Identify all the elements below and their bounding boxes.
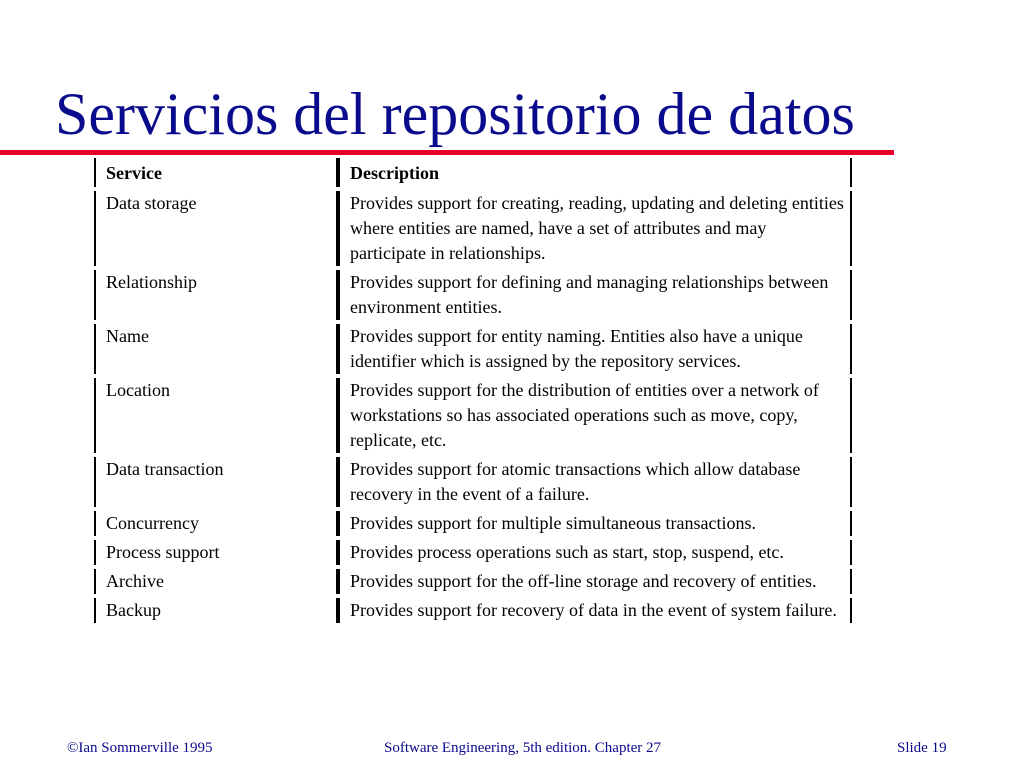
services-table [94,154,852,627]
table-row [94,511,852,536]
table-row [94,324,852,374]
services-table-container [94,158,852,722]
service-name: Backup [94,598,338,623]
table-row [94,569,852,594]
slide-title: Servicios del repositorio de datos [55,81,855,147]
header-description: Description [338,158,852,187]
service-description: Provides support for recovery of data in the event of system failure. [338,598,852,623]
table-row [94,540,852,565]
service-description: Provides support for atomic transactions which allow database recovery in the event of a failure. [338,457,852,507]
footer-copyright: ©Ian Sommerville 1995 [67,740,213,756]
table-header-row [94,158,852,187]
table-row [94,378,852,453]
service-description: Provides support for entity naming. Entities also have a unique identifier which is assigned by the repository services. [338,324,852,374]
table-row [94,270,852,320]
service-name: Name [94,324,338,374]
header-service: Service [94,158,338,187]
service-description: Provides support for the distribution of entities over a network of workstations so has associated operations such as move, copy, replicate, etc. [338,378,852,453]
service-name: Concurrency [94,511,338,536]
service-name: Relationship [94,270,338,320]
service-name: Archive [94,569,338,594]
service-description: Provides support for creating, reading, updating and deleting entities where entities are named, have a set of attributes and may participate in relationships. [338,191,852,266]
service-description: Provides support for the off-line storage and recovery of entities. [338,569,852,594]
footer-book-reference: Software Engineering, 5th edition. Chapter 27 [384,740,662,756]
service-description: Provides support for defining and managing relationships between environment entities. [338,270,852,320]
service-name: Data storage [94,191,338,266]
table-row [94,457,852,507]
table-row [94,598,852,623]
service-name: Process support [94,540,338,565]
service-name: Location [94,378,338,453]
service-description: Provides support for multiple simultaneous transactions. [338,511,852,536]
footer-slide-number: Slide 19 [897,740,947,756]
table-row [94,191,852,266]
service-description: Provides process operations such as start, stop, suspend, etc. [338,540,852,565]
service-name: Data transaction [94,457,338,507]
